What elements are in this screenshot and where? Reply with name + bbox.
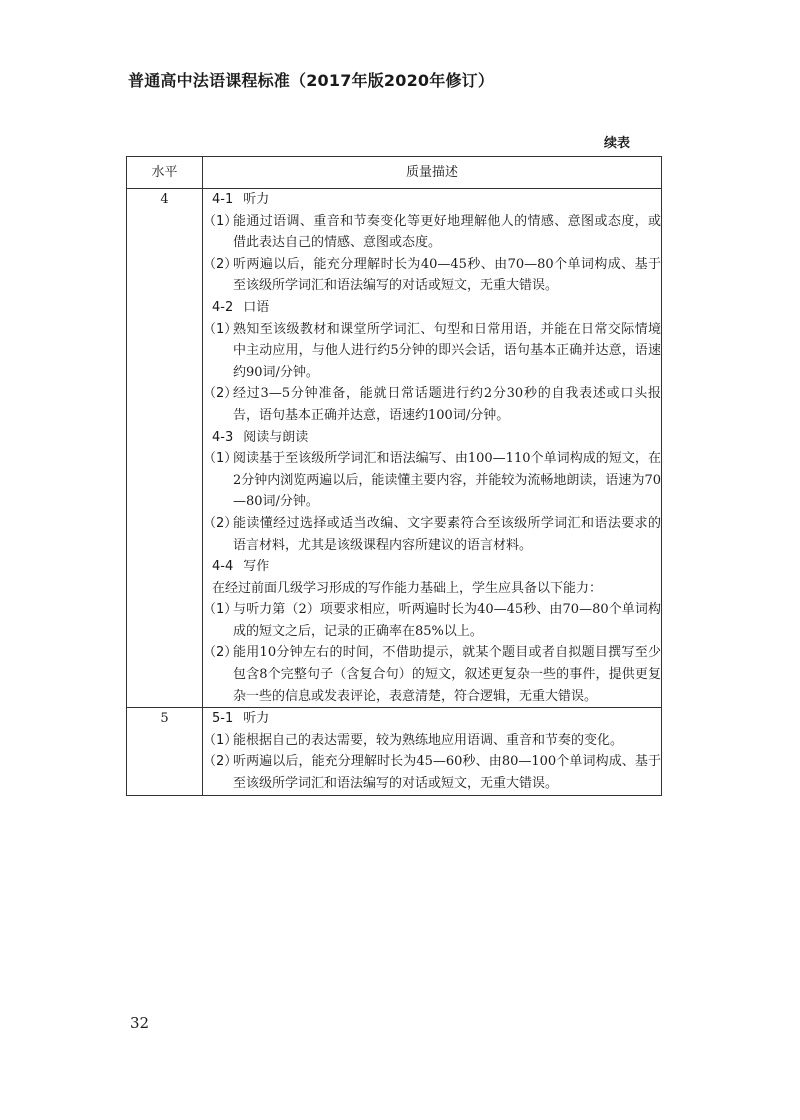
table-header-row xyxy=(127,157,662,189)
item-marker: （1） xyxy=(203,732,238,748)
section-title: 写作 xyxy=(243,559,270,575)
item-marker: （1） xyxy=(203,451,238,467)
description-cell xyxy=(203,708,662,795)
item-text: 听两遍以后，能充分理解时长为45—60秒、由80—100个单词构成、基于至该级所学词汇和语法编写的对话或短文，无重大错误。 xyxy=(233,754,661,792)
column-header-level: 水平 xyxy=(127,157,203,189)
table-continued-label: 续表 xyxy=(604,136,631,151)
page-number: 32 xyxy=(130,1014,150,1032)
item-marker: （2） xyxy=(203,256,238,272)
table-row xyxy=(127,189,662,708)
list-item xyxy=(203,383,661,426)
list-item xyxy=(203,211,661,254)
list-item xyxy=(203,448,661,513)
table-body xyxy=(127,189,662,796)
item-marker: （2） xyxy=(203,515,238,531)
section-title: 听力 xyxy=(243,711,270,727)
table-row xyxy=(127,708,662,795)
quality-description-table xyxy=(126,156,662,796)
item-text: 能通过语调、重音和节奏变化等更好地理解他人的情感、意图或态度，或借此表达自己的情感、意图或态度。 xyxy=(233,213,661,251)
item-text: 阅读基于至该级所学词汇和语法编写、由100—110个单词构成的短文，在2分钟内浏览两遍以后，能读懂主要内容，并能较为流畅地朗读，语速为70—80词/分钟。 xyxy=(233,451,661,510)
section-heading xyxy=(203,708,661,730)
item-marker: （1） xyxy=(203,321,238,337)
section-title: 口语 xyxy=(243,299,270,315)
section-heading xyxy=(203,297,661,319)
description-cell xyxy=(203,189,662,708)
section-heading xyxy=(203,427,661,449)
section-title: 听力 xyxy=(243,192,270,207)
list-item xyxy=(203,254,661,297)
item-text: 与听力第（2）项要求相应，听两遍时长为40—45秒、由70—80个单词构成的短文之后，记录的正确率在85%以上。 xyxy=(233,602,661,639)
item-marker: （1） xyxy=(203,213,238,229)
item-text: 听两遍以后，能充分理解时长为40—45秒、由70—80个单词构成、基于至该级所学词汇和语法编写的对话或短文，无重大错误。 xyxy=(233,256,661,294)
list-item xyxy=(203,730,661,752)
list-item xyxy=(203,599,661,642)
list-item xyxy=(203,513,661,556)
section-title: 阅读与朗读 xyxy=(243,429,309,445)
section-number: 5-1 xyxy=(212,711,234,727)
section-number: 4-1 xyxy=(212,192,234,207)
list-item xyxy=(203,642,661,707)
section-heading xyxy=(203,189,661,211)
item-text: 经过3—5分钟准备，能就日常话题进行约2分30秒的自我表述或口头报告，语句基本正确并达意，语速约100词/分钟。 xyxy=(233,386,661,423)
level-cell: 5 xyxy=(127,708,203,795)
list-item xyxy=(203,319,661,384)
section-intro: 在经过前面几级学习形成的写作能力基础上，学生应具备以下能力： xyxy=(212,580,603,596)
level-cell: 4 xyxy=(127,189,203,708)
column-header-description: 质量描述 xyxy=(203,157,662,189)
list-item xyxy=(203,751,661,794)
item-marker: （1） xyxy=(203,602,238,618)
item-text: 能用10分钟左右的时间，不借助提示，就某个题目或者自拟题目撰写至少包含8个完整句子（含复合句）的短文，叙述更复杂一些的事件，提供更复杂一些的信息或发表评论，表意清楚，符合逻辑，无重大错误。 xyxy=(233,645,661,704)
section-number: 4-3 xyxy=(212,429,234,445)
section-heading xyxy=(203,556,661,578)
item-marker: （2） xyxy=(203,754,238,770)
item-marker: （2） xyxy=(203,645,238,661)
item-text: 能根据自己的表达需要，较为熟练地应用语调、重音和节奏的变化。 xyxy=(233,732,624,748)
running-header-title: 普通高中法语课程标准（2017年版2020年修订） xyxy=(128,71,495,90)
section-number: 4-4 xyxy=(212,559,234,575)
item-marker: （2） xyxy=(203,386,238,402)
item-text: 熟知至该级教材和课堂所学词汇、句型和日常用语，并能在日常交际情境中主动应用，与他人进行约5分钟的即兴会话，语句基本正确并达意，语速约90词/分钟。 xyxy=(233,321,661,380)
item-text: 能读懂经过选择或适当改编、文字要素符合至该级所学词汇和语法要求的语言材料，尤其是该级课程内容所建议的语言材料。 xyxy=(233,515,661,553)
section-number: 4-2 xyxy=(212,299,234,315)
